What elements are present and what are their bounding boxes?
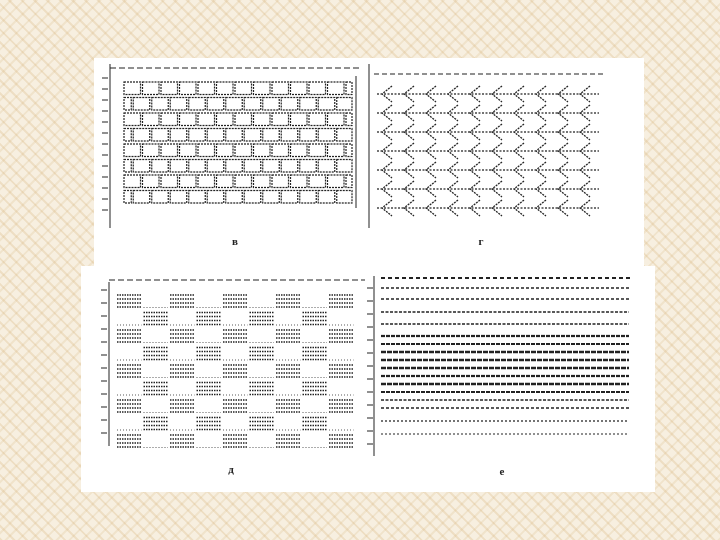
checker-block: [144, 418, 169, 430]
chevron: [536, 105, 546, 121]
chevron: [382, 181, 392, 197]
brick: [281, 160, 298, 173]
chevron: [382, 124, 392, 140]
checker-block: [197, 348, 222, 360]
brick: [143, 144, 160, 157]
chevron: [448, 124, 458, 140]
brick: [291, 175, 308, 188]
checker-block: [303, 313, 328, 325]
brick: [143, 113, 160, 126]
checker-block: [117, 295, 142, 307]
brick: [309, 82, 326, 95]
brick: [198, 175, 215, 188]
figure-label-g: г: [478, 236, 484, 248]
brick: [337, 160, 352, 173]
checker-block: [250, 383, 275, 395]
brick: [328, 144, 345, 157]
brick: [198, 144, 215, 157]
chevron: [382, 143, 392, 159]
checker-block: [170, 365, 195, 377]
brick: [244, 98, 261, 111]
brick: [180, 113, 197, 126]
chevron: [536, 162, 546, 178]
checker-block: [170, 330, 195, 342]
brick: [291, 113, 308, 126]
brick: [217, 175, 234, 188]
brick: [161, 113, 178, 126]
checker-block: [223, 400, 248, 412]
brick: [198, 113, 215, 126]
brick: [346, 175, 352, 188]
brick: [161, 82, 178, 95]
brick: [124, 113, 141, 126]
brick: [318, 129, 335, 142]
checker-block: [144, 313, 169, 325]
checker-block: [170, 400, 195, 412]
brick: [318, 191, 335, 204]
chevron: [382, 86, 392, 102]
brick: [124, 175, 141, 188]
checker-block: [144, 383, 169, 395]
brick: [189, 98, 206, 111]
brick: [263, 129, 280, 142]
brick: [346, 144, 352, 157]
pattern-drawings-top: [94, 58, 644, 268]
chevron: [448, 105, 458, 121]
brick: [272, 113, 289, 126]
checker-block: [223, 365, 248, 377]
brick: [254, 144, 271, 157]
brick: [180, 82, 197, 95]
checker-block: [197, 313, 222, 325]
brick: [254, 113, 271, 126]
brick: [133, 98, 150, 111]
brick: [143, 82, 160, 95]
checker-block: [276, 400, 301, 412]
chevron: [536, 200, 546, 216]
brick: [207, 129, 224, 142]
brick: [226, 129, 243, 142]
checker-block: [223, 295, 248, 307]
brick: [124, 82, 141, 95]
brick: [124, 98, 131, 111]
brick: [337, 129, 352, 142]
chevron: [536, 181, 546, 197]
brick: [309, 113, 326, 126]
brick: [235, 113, 252, 126]
checker-block: [117, 330, 142, 342]
brick: [152, 98, 169, 111]
checker-block: [223, 330, 248, 342]
brick: [170, 160, 187, 173]
brick: [318, 160, 335, 173]
checker-block: [276, 435, 301, 447]
brick: [300, 98, 317, 111]
checker-block: [117, 435, 142, 447]
figure-panel-bottom: [81, 266, 655, 492]
brick: [133, 191, 150, 204]
checker-block: [276, 330, 301, 342]
checker-block: [329, 435, 354, 447]
brick: [161, 175, 178, 188]
checker-block: [117, 365, 142, 377]
brick: [226, 98, 243, 111]
brick: [263, 191, 280, 204]
chevron: [448, 200, 458, 216]
chevron: [448, 162, 458, 178]
brick: [143, 175, 160, 188]
brick: [124, 160, 131, 173]
brick: [207, 191, 224, 204]
brick: [226, 160, 243, 173]
brick: [189, 129, 206, 142]
brick: [207, 98, 224, 111]
brick: [281, 98, 298, 111]
brick: [152, 160, 169, 173]
brick: [263, 98, 280, 111]
brick: [337, 191, 352, 204]
brick: [244, 129, 261, 142]
checker-block: [170, 435, 195, 447]
checker-block: [276, 295, 301, 307]
brick: [254, 175, 271, 188]
checker-block: [197, 418, 222, 430]
figure-label-e: е: [499, 466, 505, 478]
brick: [272, 144, 289, 157]
checker-block: [144, 348, 169, 360]
brick: [235, 144, 252, 157]
brick: [309, 175, 326, 188]
brick: [217, 144, 234, 157]
checker-block: [223, 435, 248, 447]
brick: [309, 144, 326, 157]
brick: [300, 191, 317, 204]
brick: [272, 82, 289, 95]
checker-block: [250, 313, 275, 325]
brick: [226, 191, 243, 204]
checker-block: [329, 365, 354, 377]
brick: [300, 129, 317, 142]
chevron: [382, 200, 392, 216]
brick: [170, 191, 187, 204]
checker-block: [170, 295, 195, 307]
brick: [217, 82, 234, 95]
brick: [235, 82, 252, 95]
brick: [263, 160, 280, 173]
brick: [170, 98, 187, 111]
brick: [346, 113, 352, 126]
chevron: [536, 124, 546, 140]
figure-label-d: д: [228, 464, 234, 476]
brick: [244, 160, 261, 173]
brick: [346, 82, 352, 95]
brick: [198, 82, 215, 95]
checker-block: [329, 330, 354, 342]
brick: [152, 129, 169, 142]
checker-block: [250, 348, 275, 360]
brick: [300, 160, 317, 173]
brick: [180, 144, 197, 157]
brick: [281, 191, 298, 204]
brick: [328, 82, 345, 95]
chevron: [382, 105, 392, 121]
brick: [161, 144, 178, 157]
brick: [291, 144, 308, 157]
brick: [133, 129, 150, 142]
brick: [189, 191, 206, 204]
brick: [328, 113, 345, 126]
checker-block: [117, 400, 142, 412]
brick: [328, 175, 345, 188]
brick: [235, 175, 252, 188]
pattern-drawings-bottom: [81, 266, 655, 492]
brick: [124, 129, 131, 142]
chevron: [448, 143, 458, 159]
chevron: [448, 86, 458, 102]
brick: [207, 160, 224, 173]
brick: [180, 175, 197, 188]
checker-block: [276, 365, 301, 377]
brick: [281, 129, 298, 142]
brick: [291, 82, 308, 95]
checker-block: [197, 383, 222, 395]
brick: [217, 113, 234, 126]
chevron: [536, 86, 546, 102]
chevron: [536, 143, 546, 159]
brick: [189, 160, 206, 173]
brick: [124, 191, 131, 204]
checker-block: [329, 400, 354, 412]
checker-block: [329, 295, 354, 307]
brick: [170, 129, 187, 142]
figure-label-v: в: [232, 236, 238, 248]
brick: [337, 98, 352, 111]
checker-block: [303, 348, 328, 360]
chevron: [382, 162, 392, 178]
brick: [133, 160, 150, 173]
brick: [152, 191, 169, 204]
brick: [318, 98, 335, 111]
brick: [254, 82, 271, 95]
checker-block: [303, 418, 328, 430]
checker-block: [250, 418, 275, 430]
chevron: [448, 181, 458, 197]
figure-panel-top: [94, 58, 644, 268]
brick: [244, 191, 261, 204]
brick: [272, 175, 289, 188]
brick: [124, 144, 141, 157]
checker-block: [303, 383, 328, 395]
